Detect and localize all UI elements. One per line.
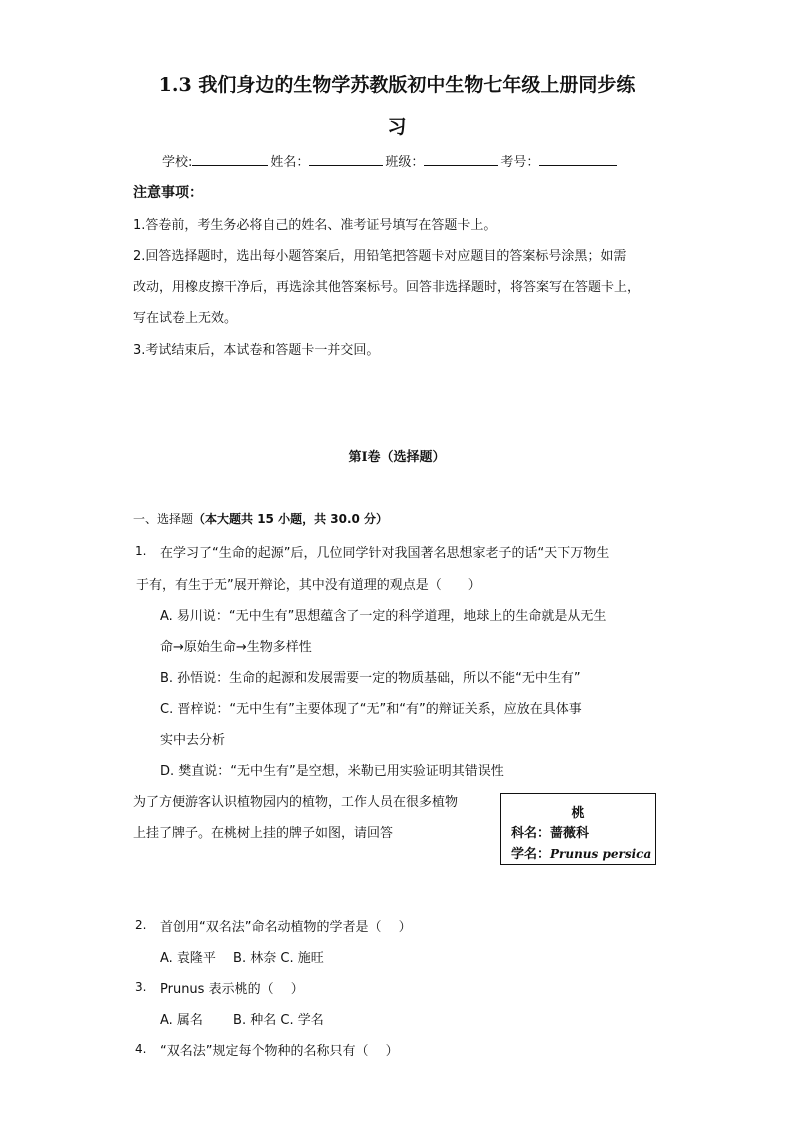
part-prefix: 一、选择题 [133,512,194,526]
question-number: 1. [135,544,147,558]
notice-heading: 注意事项： [133,185,203,201]
option-a-continued: 命→原始生命→生物多样性 [160,640,312,655]
label-title: 桃 [571,806,585,821]
question-text: 于有，有生于无”展开辩论，其中没有道理的观点是（ ） [136,578,481,593]
question-number: 4. [135,1042,147,1056]
intro-text: 为了方便游客认识植物园内的植物，工作人员在很多植物 [133,795,459,810]
name-label: 姓名： [270,155,310,170]
option-b: B. 孙悟说：生命的起源和发展需要一定的物质基础，所以不能“无中生有” [160,671,581,686]
question-options: A. 袁隆平 B. 林奈 C. 施旺 [160,951,324,966]
option-d: D. 樊直说：“无中生有”是空想，米勒已用实验证明其错误性 [160,764,504,779]
document-title-continued: 习 [387,116,407,138]
question-text: “双名法”规定每个物种的名称只有（ ） [160,1044,399,1059]
label-family-row [511,822,589,841]
question-options: A. 属名 B. 种名 C. 学名 [160,1013,324,1028]
sci-label: 学名： [511,847,551,862]
class-blank[interactable] [424,153,498,166]
notice-line: 改动，用橡皮擦干净后，再选涂其他答案标号。回答非选择题时，将答案写在答题卡上， [133,280,641,295]
part-heading [133,510,388,527]
name-blank[interactable] [309,153,383,166]
label-scientific-name-row [511,843,651,862]
class-label: 班级： [385,155,425,170]
question-number: 3. [135,980,147,994]
question-text: 在学习了“生命的起源”后，几位同学针对我国著名思想家老子的话“天下万物生 [160,546,610,561]
family-value: 蔷薇科 [550,826,590,841]
notice-line: 1.答卷前，考生务必将自己的姓名、准考证号填写在答题卡上。 [133,218,497,233]
plant-label-card [500,793,656,865]
part-detail: （本大题共 15 小题，共 30.0 分） [193,512,389,526]
school-label: 学校: [162,155,193,170]
notice-line: 写在试卷上无效。 [133,311,238,326]
student-info-fields [162,151,619,170]
question-number: 2. [135,918,147,932]
notice-line: 3.考试结束后，本试卷和答题卡一并交回。 [133,343,380,358]
family-label: 科名： [511,826,551,841]
question-text: Prunus 表示桃的（ ） [160,982,304,997]
exam-no-blank[interactable] [539,153,617,166]
exam-no-label: 考号： [500,155,540,170]
intro-text: 上挂了牌子。在桃树上挂的牌子如图，请回答 [133,826,394,841]
notice-line: 2.回答选择题时，选出每小题答案后，用铅笔把答题卡对应题目的答案标号涂黑；如需 [133,249,627,264]
document-title: 1.3 我们身边的生物学苏教版初中生物七年级上册同步练 [158,74,636,96]
option-c-continued: 实中去分析 [160,733,226,748]
question-text: 首创用“双名法”命名动植物的学者是（ ） [160,920,412,935]
option-a: A. 易川说：“无中生有”思想蕴含了一定的科学道理，地球上的生命就是从无生 [160,609,607,624]
school-blank[interactable] [192,153,268,166]
section-title: 第Ⅰ卷（选择题） [348,450,446,465]
option-c: C. 晋梓说：“无中生有”主要体现了“无”和“有”的辩证关系，应放在具体事 [160,702,582,717]
sci-value: Prunus persica [550,847,652,861]
